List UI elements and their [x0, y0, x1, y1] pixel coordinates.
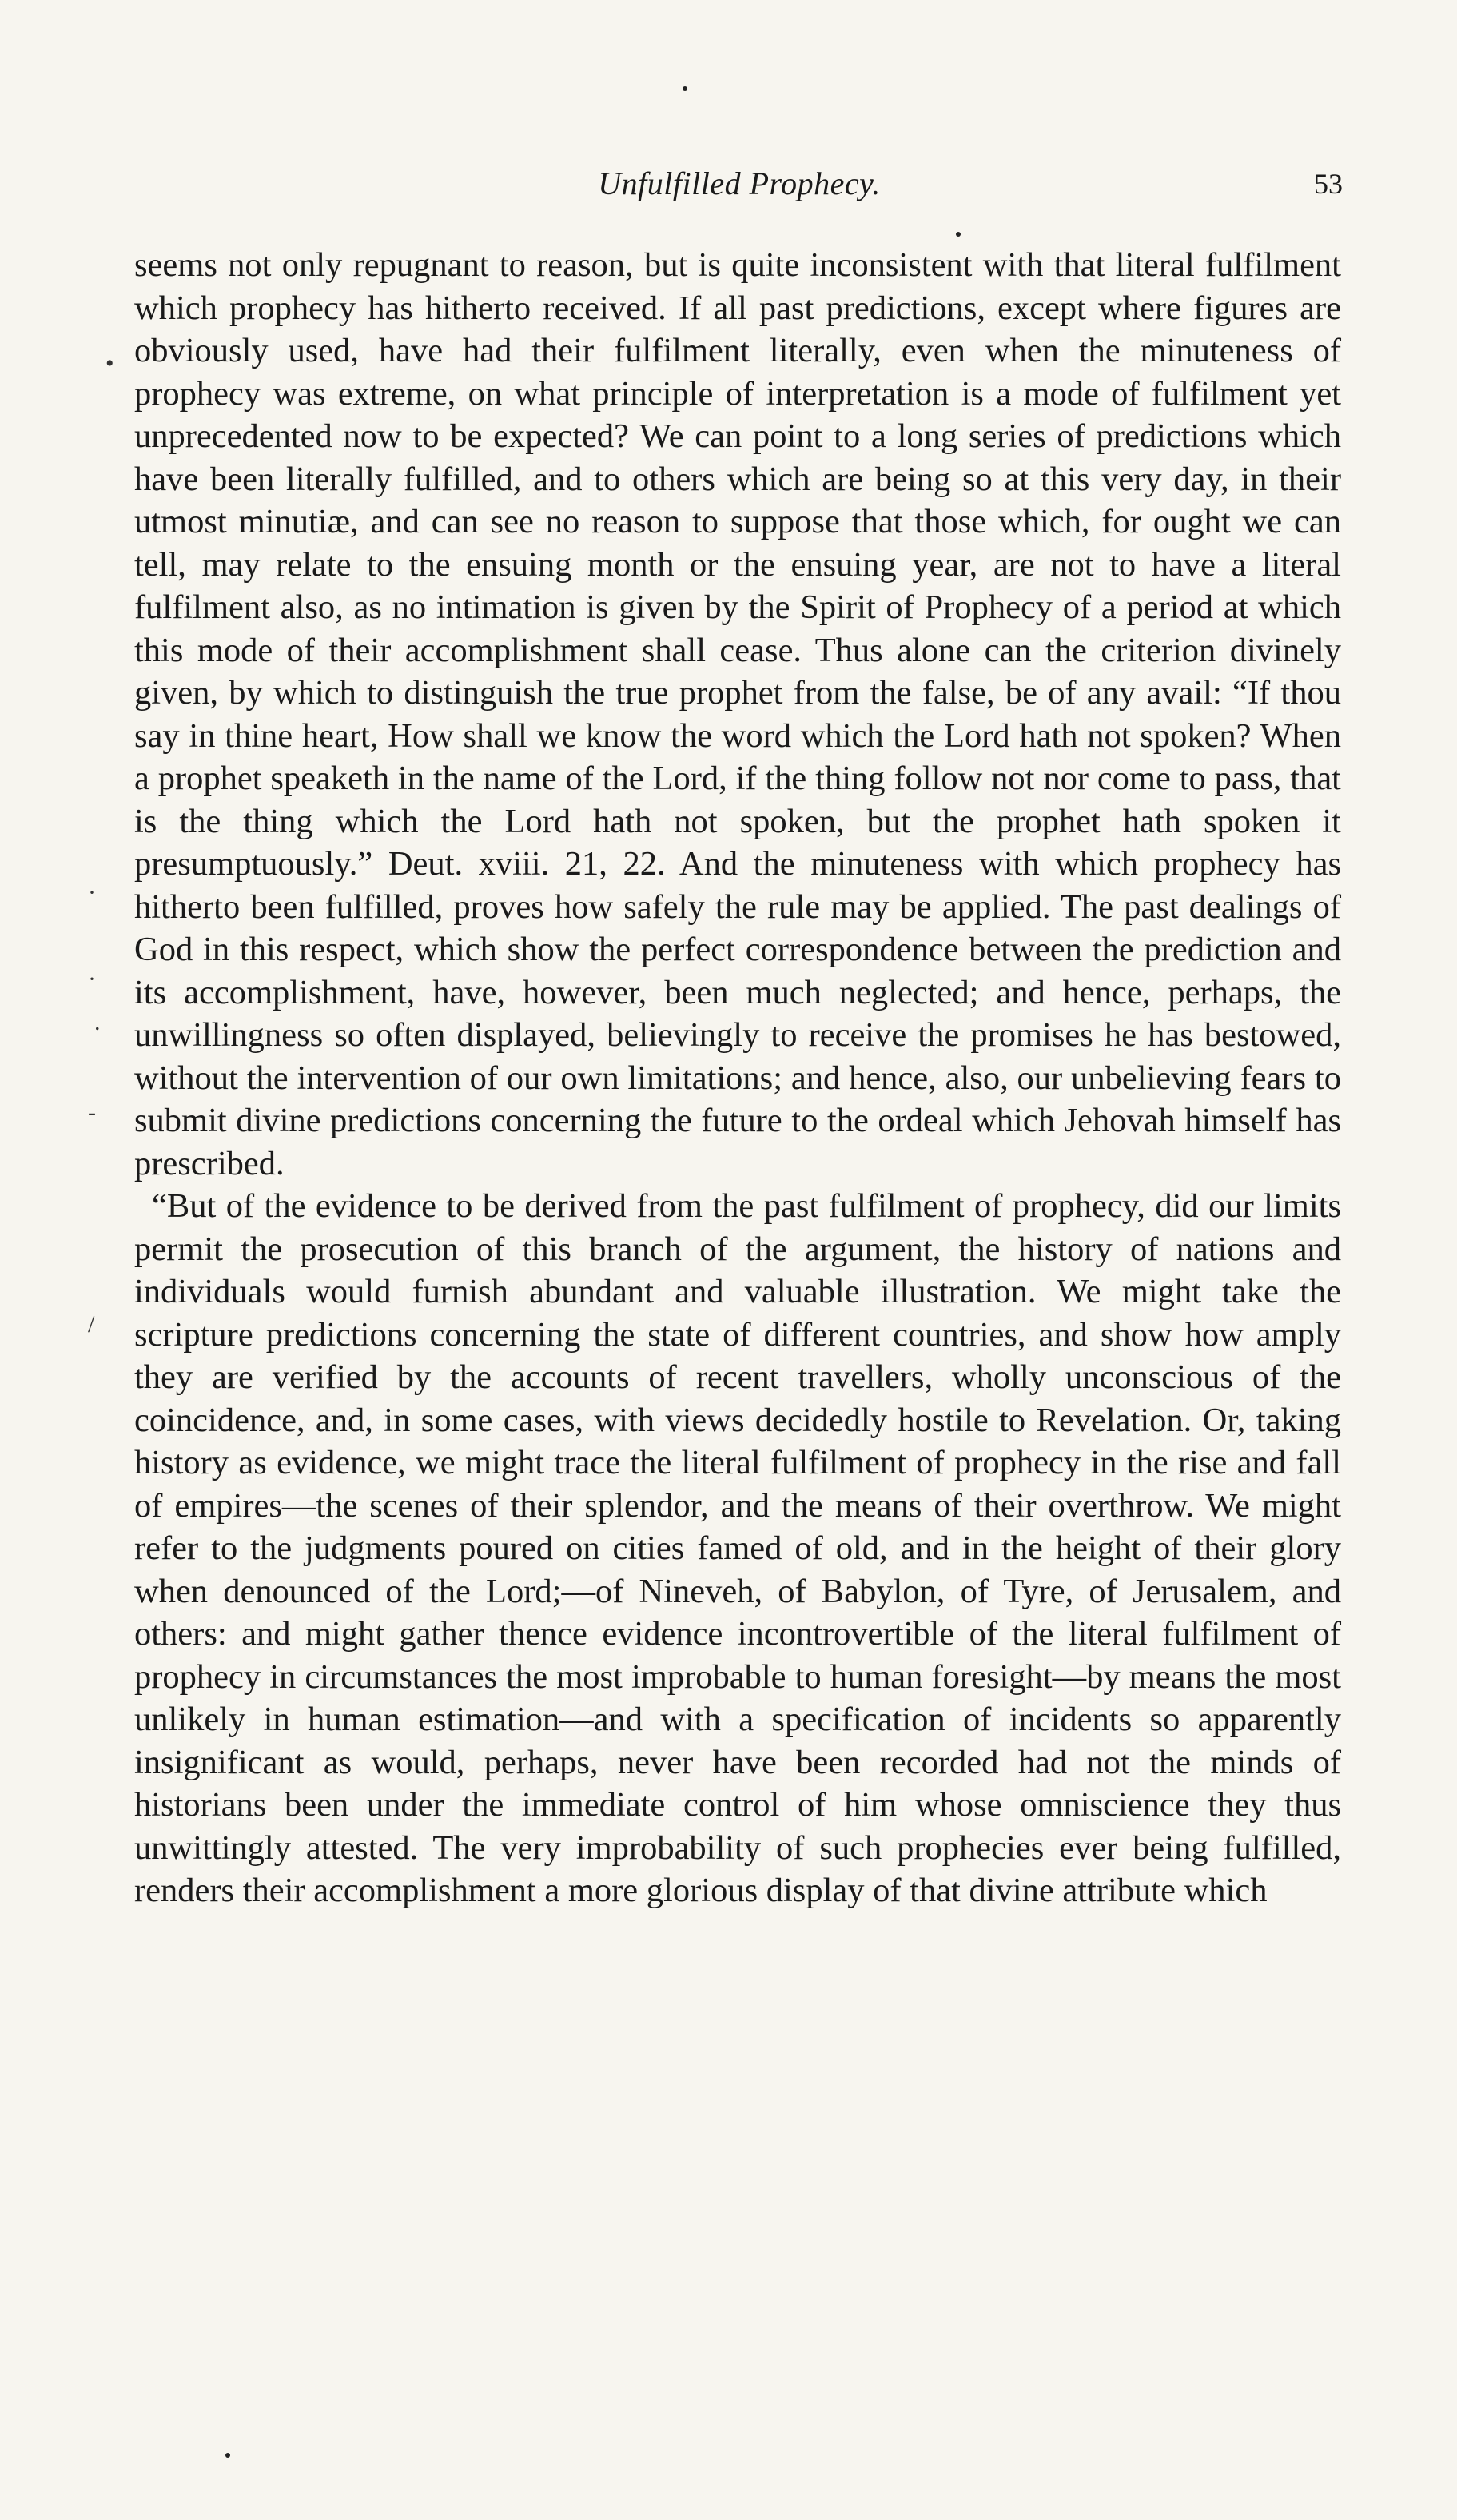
- scan-speck: [225, 2453, 230, 2458]
- margin-mark: •: [105, 350, 114, 377]
- running-head: [120, 160, 1359, 208]
- page-number: 53: [1314, 168, 1343, 200]
- margin-mark: ·: [88, 966, 96, 992]
- scan-speck: [956, 232, 961, 237]
- margin-mark: /: [88, 1311, 95, 1338]
- margin-mark: .: [94, 1009, 101, 1035]
- margin-mark: ·: [88, 879, 96, 906]
- margin-mark: -: [88, 1099, 96, 1126]
- running-title: Unfulfilled Prophecy.: [598, 165, 881, 201]
- body-text: [134, 244, 1341, 1912]
- paragraph: “But of the evidence to be derived from the past fulfilment of prophecy, did our limits permit the prosecution of this branch of the argument, the history of nations and individuals would furnish abundant and valuable illustration. We might take the scripture predictions concerning the state of different countries, and show how amply they are verified by the accounts of recent travellers, wholly unconscious of the coincidence, and, in some cases, with views decidedly hostile to Revelation. Or, taking history as evidence, we might trace the literal fulfilment of prophecy in the rise and fall of empires—the scenes of their splendor, and the means of their overthrow. We might refer to the judgments poured on cities famed of old, and in the height of their glory when denounced of the Lord;—of Nineveh, of Babylon, of Tyre, of Jerusalem, and others: and might gather thence evidence incontrovertible of the literal fulfilment of prophecy in circumstances the most improbable to human foresight—by means the most unlikely in human estimation—and with a specification of incidents so apparently insignificant as would, perhaps, never have been recorded had not the minds of historians been under the immediate control of him whose omniscience they thus unwittingly attested. The very improbability of such prophecies ever being fulfilled, renders their accomplishment a more glorious display of that divine attribute which: [134, 1187, 1341, 1909]
- paragraph: seems not only repugnant to reason, but is quite inconsistent with that literal fulfilment which prophecy has hitherto received. If all past predictions, except where figures are obviously used, have had their fulfilment literally, even when the minuteness of prophecy was extreme, on what principle of interpretation is a mode of fulfilment yet unprecedented now to be expected? We can point to a long series of predictions which have been literally fulfilled, and to others which are being so at this very day, in their utmost minutiæ, and can see no reason to suppose that those which, for ought we can tell, may relate to the ensuing month or the ensuing year, are not to have a literal fulfilment also, as no intimation is given by the Spirit of Prophecy of a period at which this mode of their accomplishment shall cease. Thus alone can the criterion divinely given, by which to distinguish the true prophet from the false, be of any avail: “If thou say in thine heart, How shall we know the word which the Lord hath not spoken? When a prophet speaketh in the name of the Lord, if the thing follow not nor come to pass, that is the thing which the Lord hath not spoken, but the prophet hath spoken it presumptuously.” Deut. xviii. 21, 22. And the minuteness with which prophecy has hitherto been fulfilled, proves how safely the rule may be applied. The past dealings of God in this respect, which show the perfect correspondence between the prediction and its accomplishment, have, however, been much neglected; and hence, perhaps, the unwillingness so often displayed, believingly to receive the promises he has bestowed, without the intervention of our own limitations; and hence, also, our unbelieving fears to submit divine predictions concerning the future to the ordeal which Jehovah himself has prescribed.: [134, 246, 1341, 1182]
- scan-speck: [683, 86, 687, 91]
